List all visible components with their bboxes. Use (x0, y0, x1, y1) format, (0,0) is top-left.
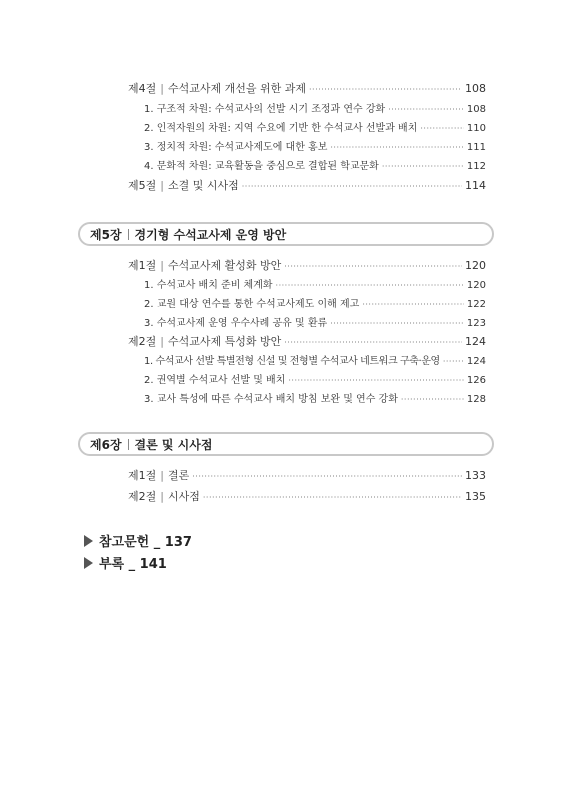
section-number: 제1절 (128, 259, 157, 272)
item-title: 3. 교사 특성에 따른 수석교사 배치 방침 보완 및 연수 강화 (144, 394, 398, 405)
chapter-number: 제5장 (90, 227, 122, 242)
page-number: 111 (466, 142, 486, 153)
divider: | (160, 259, 164, 272)
section-number: 제2절 (128, 490, 157, 503)
toc-section-6-2[interactable] (128, 490, 486, 505)
leader-dots (284, 260, 462, 274)
page-number: 120 (466, 280, 486, 291)
page-number: 123 (466, 318, 486, 329)
divider: | (160, 490, 164, 503)
appendix-label: 부록 _ 141 (99, 557, 167, 572)
item-title: 1. 수석교사 선발 특별전형 신설 및 전형별 수석교사 네트워크 구축·운영 (144, 356, 440, 367)
section-number: 제5절 (128, 179, 157, 192)
leader-dots (401, 393, 464, 407)
section-title: 소결 및 시사점 (167, 179, 239, 192)
toc-references[interactable] (84, 531, 192, 550)
chapter-number: 제6장 (90, 437, 122, 452)
toc-item-5-2-3[interactable] (144, 393, 486, 407)
divider: | (160, 335, 164, 348)
page-number: 108 (465, 82, 486, 95)
page-number: 126 (466, 375, 486, 386)
leader-dots (192, 470, 462, 484)
section-title: 결론 (167, 469, 190, 482)
section-title: 시사점 (167, 490, 200, 503)
page-number: 124 (465, 335, 486, 348)
section-number: 제4절 (128, 82, 157, 95)
leader-dots (242, 180, 462, 194)
item-title: 2. 권역별 수석교사 선발 및 배치 (144, 375, 286, 386)
page-number: 133 (465, 469, 486, 482)
toc-section-4-4[interactable] (128, 82, 486, 97)
chapter-title: 결론 및 시사점 (134, 437, 213, 452)
leader-dots (284, 336, 462, 350)
toc-section-4-5[interactable] (128, 179, 486, 194)
toc-appendix[interactable] (84, 553, 167, 572)
page-number: 135 (465, 490, 486, 503)
leader-dots (420, 122, 464, 136)
divider (128, 229, 129, 240)
page-number: 122 (466, 299, 486, 310)
item-title: 3. 수석교사제 운영 우수사례 공유 및 환류 (144, 318, 328, 329)
toc-item-4-4-1[interactable] (144, 103, 486, 117)
leader-dots (288, 374, 464, 388)
section-number: 제1절 (128, 469, 157, 482)
section-title: 수석교사제 특성화 방안 (167, 335, 282, 348)
triangle-bullet-icon (84, 535, 93, 547)
toc-item-5-1-1[interactable] (144, 279, 486, 293)
leader-dots (309, 83, 462, 97)
page-number: 124 (466, 356, 486, 367)
item-title: 2. 교원 대상 연수를 통한 수석교사제도 이해 제고 (144, 299, 360, 310)
references-label: 참고문헌 _ 137 (99, 535, 192, 550)
toc-section-5-2[interactable] (128, 335, 486, 350)
chapter-title: 경기형 수석교사제 운영 방안 (134, 227, 287, 242)
item-title: 4. 문화적 차원: 교육활동을 중심으로 결합된 학교문화 (144, 161, 379, 172)
toc-item-4-4-4[interactable] (144, 160, 486, 174)
divider: | (160, 82, 164, 95)
item-title: 1. 구조적 차원: 수석교사의 선발 시기 조정과 연수 강화 (144, 104, 386, 115)
page-number: 114 (465, 179, 486, 192)
item-title: 2. 인적자원의 차원: 지역 수요에 기반 한 수석교사 선발과 배치 (144, 123, 418, 134)
leader-dots (388, 103, 464, 117)
chapter-6-heading[interactable] (78, 432, 494, 456)
toc-item-5-2-2[interactable] (144, 374, 486, 388)
toc-item-4-4-3[interactable] (144, 141, 486, 155)
toc-item-5-2-1[interactable] (144, 355, 486, 369)
leader-dots (443, 355, 464, 369)
section-number: 제2절 (128, 335, 157, 348)
toc-item-4-4-2[interactable] (144, 122, 486, 136)
leader-dots (203, 491, 462, 505)
leader-dots (362, 298, 464, 312)
leader-dots (382, 160, 464, 174)
toc-item-5-1-2[interactable] (144, 298, 486, 312)
divider (128, 439, 129, 450)
toc-item-5-1-3[interactable] (144, 317, 486, 331)
chapter-5-heading[interactable] (78, 222, 494, 246)
section-title: 수석교사제 개선을 위한 과제 (167, 82, 306, 95)
page-number: 112 (466, 161, 486, 172)
divider: | (160, 469, 164, 482)
page-number: 108 (466, 104, 486, 115)
leader-dots (330, 141, 464, 155)
page-number: 128 (466, 394, 486, 405)
triangle-bullet-icon (84, 557, 93, 569)
leader-dots (330, 317, 464, 331)
page-number: 110 (466, 123, 486, 134)
toc-section-5-1[interactable] (128, 259, 486, 274)
page-number: 120 (465, 259, 486, 272)
toc-section-6-1[interactable] (128, 469, 486, 484)
section-title: 수석교사제 활성화 방안 (167, 259, 282, 272)
leader-dots (276, 279, 464, 293)
item-title: 1. 수석교사 배치 준비 체계화 (144, 280, 273, 291)
item-title: 3. 정치적 차원: 수석교사제도에 대한 홍보 (144, 142, 328, 153)
divider: | (160, 179, 164, 192)
